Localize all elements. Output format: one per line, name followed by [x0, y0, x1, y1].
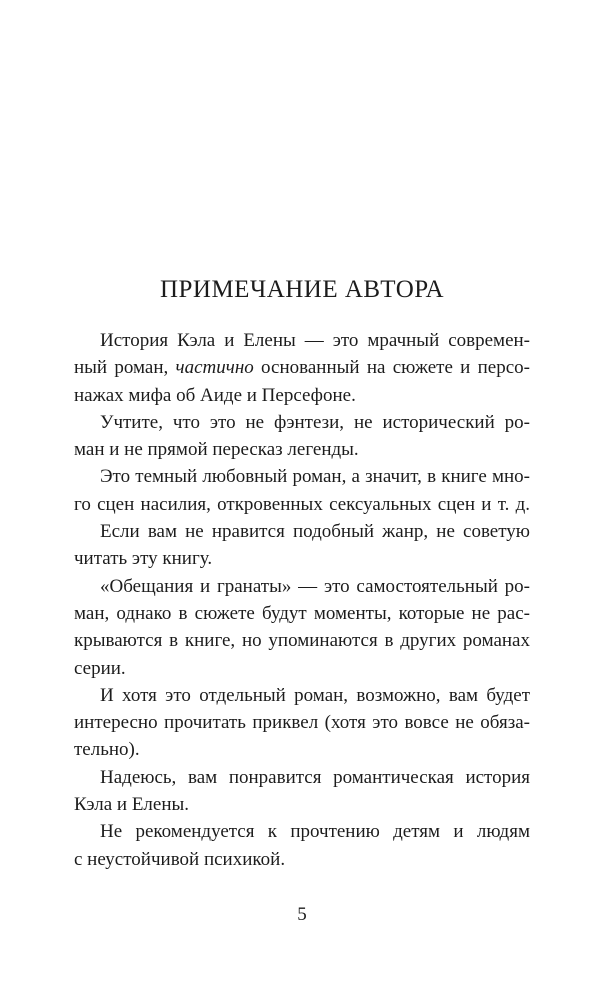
text-line: ман и не прямой пересказ легенды. [74, 439, 359, 461]
text-line: тельно). [74, 739, 140, 761]
author-note-body [74, 327, 530, 873]
text-line: с неустойчивой психикой. [74, 848, 286, 870]
page-title: ПРИМЕЧАНИЕ АВТОРА [159, 276, 445, 303]
text-line: Кэла и Елены. [74, 794, 190, 816]
text-line: Если вам не нравится подобный жанр, не советую [100, 521, 530, 543]
text-line: нажах мифа об Аиде и Персефоне. [74, 384, 356, 406]
italic-word: частично [175, 357, 254, 379]
text-line: «Обещания и гранаты» — это самостоятельный ро- [100, 575, 530, 597]
text-line: Это темный любовный роман, а значит, в книге мно- [100, 466, 530, 488]
text-line: крываются в книге, но упоминаются в других романах [74, 630, 530, 652]
text-line: ман, однако в сюжете будут моменты, которые не рас- [74, 602, 530, 624]
page-number: 5 [297, 904, 307, 925]
text-line: Не рекомендуется к прочтению детям и людям [100, 821, 530, 843]
text-line: интересно прочитать приквел (хотя это вовсе не обяза- [74, 712, 530, 734]
text-line [74, 354, 530, 381]
text-fragment: ный роман, [74, 357, 176, 379]
text-line: Надеюсь, вам понравится романтическая история [100, 766, 530, 788]
text-line: читать эту книгу. [74, 548, 213, 570]
text-line: История Кэла и Елены — это мрачный современ- [100, 330, 530, 351]
text-line: И хотя это отдельный роман, возможно, вам будет [100, 684, 530, 706]
text-line: го сцен насилия, откровенных сексуальных сцен и т. д. [74, 493, 530, 515]
text-line: серии. [74, 657, 126, 679]
text-fragment: основанный на сюжете и персо- [253, 357, 530, 379]
text-line: Учтите, что это не фэнтези, не исторический ро- [100, 411, 530, 433]
